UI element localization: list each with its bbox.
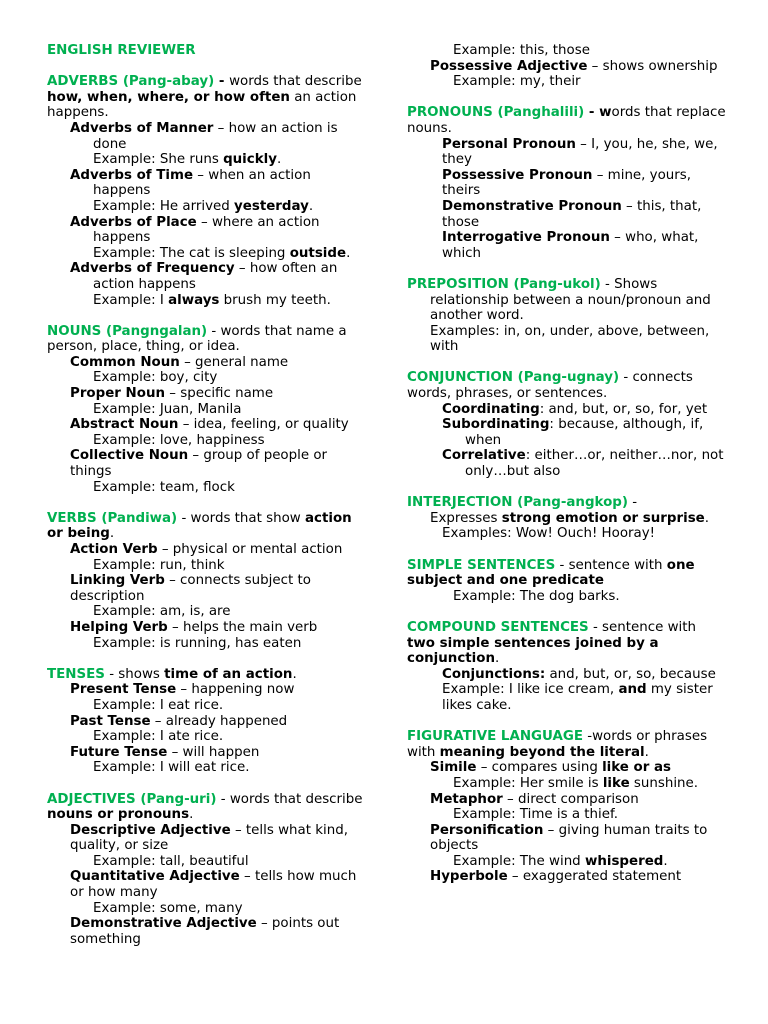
adjectives-demonstrative-example: Example: this, those: [453, 43, 590, 58]
adjectives-descriptive: Descriptive Adjective – tells what kind, quality, or size: [70, 822, 348, 854]
left-column: [47, 43, 367, 947]
nouns-abstract-example: Example: love, happiness: [93, 432, 265, 448]
tenses-future: Future Tense – will happen: [70, 744, 260, 760]
adverbs-frequency: Adverbs of Frequency – how often an action happens: [70, 261, 338, 292]
simple-intro: SIMPLE SENTENCES - sentence with one subject and one predicate: [407, 557, 695, 589]
tenses-intro: TENSES - shows time of an action.: [47, 666, 297, 682]
simple-example: Example: The dog barks.: [453, 588, 620, 604]
section-verbs: [47, 511, 367, 651]
section-tenses: [47, 667, 367, 776]
verbs-intro: VERBS (Pandiwa) - words that show action or being.: [47, 510, 352, 542]
adverbs-frequency-example: Example: I always brush my teeth.: [93, 292, 331, 308]
adverbs-place: Adverbs of Place – where an action happens: [70, 214, 320, 246]
verbs-linking-example: Example: am, is, are: [93, 604, 231, 620]
tenses-past: Past Tense – already happened: [70, 713, 288, 729]
figurative-simile: Simile – compares using like or as: [430, 760, 672, 776]
figurative-metaphor-example: Example: Time is a thief.: [453, 807, 618, 823]
pronouns-possessive: Possessive Pronoun – mine, yours, theirs: [442, 167, 692, 199]
section-adverbs: [47, 74, 367, 308]
adverbs-place-example: Example: The cat is sleeping outside.: [93, 245, 351, 261]
interjection-desc: Expresses strong emotion or surprise.: [430, 510, 710, 526]
section-nouns: [47, 324, 367, 496]
simple-heading: SIMPLE SENTENCES: [407, 557, 556, 573]
section-conjunction: [407, 370, 727, 479]
interjection-intro: INTERJECTION (Pang-angkop) -: [407, 495, 638, 511]
right-column: [407, 43, 727, 885]
nouns-intro: NOUNS (Pangngalan) - words that name a person, place, thing, or idea.: [47, 323, 347, 355]
nouns-proper: Proper Noun – specific name: [70, 386, 274, 402]
nouns-collective: Collective Noun – group of people or things: [70, 448, 328, 480]
tenses-present: Present Tense – happening now: [70, 682, 295, 698]
verbs-action-example: Example: run, think: [93, 557, 225, 573]
pronouns-interrogative: Interrogative Pronoun – who, what, which: [442, 230, 699, 261]
nouns-common: Common Noun – general name: [70, 354, 289, 370]
adjectives-demonstrative: Demonstrative Adjective – points out something: [70, 916, 340, 947]
figurative-hyperbole: Hyperbole – exaggerated statement: [430, 869, 682, 885]
pronouns-intro: PRONOUNS (Panghalili) - words that replace nouns.: [407, 105, 726, 136]
verbs-helping: Helping Verb – helps the main verb: [70, 619, 318, 635]
preposition-heading: PREPOSITION (Pang-ukol): [407, 276, 601, 292]
adjectives-quantitative: Quantitative Adjective – tells how much or how many: [70, 869, 357, 901]
conjunction-coordinating: Coordinating: and, but, or, so, for, yet: [442, 401, 708, 417]
figurative-personification: Personification – giving human traits to objects: [430, 822, 708, 854]
document-title: [47, 43, 367, 59]
pronouns-demonstrative: Demonstrative Pronoun – this, that, those: [442, 198, 702, 230]
section-compound-sentences: [407, 620, 727, 714]
conjunction-correlative: Correlative: either…or, neither…nor, not only…but also: [442, 448, 724, 480]
section-interjection: [407, 495, 727, 542]
adverbs-intro: ADVERBS (Pang-abay) - words that describe how, when, where, or how often an action happens.: [47, 74, 362, 121]
pronouns-personal: Personal Pronoun – I, you, he, she, we, they: [442, 136, 718, 168]
figurative-personification-example: Example: The wind whispered.: [453, 853, 668, 869]
interjection-examples: Examples: Wow! Ouch! Hooray!: [442, 526, 656, 542]
figurative-heading: FIGURATIVE LANGUAGE: [407, 729, 583, 745]
adjectives-heading: ADJECTIVES (Pang-uri): [47, 791, 217, 807]
adverbs-time: Adverbs of Time – when an action happens: [70, 167, 311, 199]
compound-conjunctions: Conjunctions: and, but, or, so, because: [442, 666, 716, 682]
section-adjectives-continued: [407, 43, 727, 90]
verbs-heading: VERBS (Pandiwa): [47, 510, 178, 526]
figurative-intro: FIGURATIVE LANGUAGE -words or phrases with meaning beyond the literal.: [407, 729, 708, 760]
adjectives-quantitative-example: Example: some, many: [93, 900, 243, 916]
verbs-linking: Linking Verb – connects subject to description: [70, 573, 311, 604]
pronouns-heading: PRONOUNS (Panghalili): [407, 105, 585, 121]
verbs-helping-example: Example: is running, has eaten: [93, 635, 302, 651]
tenses-past-example: Example: I ate rice.: [93, 729, 224, 745]
section-preposition: [407, 277, 727, 355]
adjectives-possessive-example: Example: my, their: [453, 74, 581, 90]
figurative-simile-example: Example: Her smile is like sunshine.: [453, 775, 699, 791]
adverbs-time-example: Example: He arrived yesterday.: [93, 198, 314, 214]
adverbs-heading: ADVERBS (Pang-abay): [47, 74, 215, 90]
compound-intro: COMPOUND SENTENCES - sentence with two simple sentences joined by a conjunction.: [407, 619, 696, 667]
figurative-metaphor: Metaphor – direct comparison: [430, 791, 639, 807]
tenses-heading: TENSES: [47, 666, 105, 682]
adjectives-descriptive-example: Example: tall, beautiful: [93, 853, 249, 869]
adjectives-intro: ADJECTIVES (Pang-uri) - words that describe nouns or pronouns.: [47, 791, 363, 823]
compound-heading: COMPOUND SENTENCES: [407, 619, 589, 635]
tenses-future-example: Example: I will eat rice.: [93, 760, 250, 776]
conjunction-intro: CONJUNCTION (Pang-ugnay) - connects words, phrases, or sentences.: [407, 370, 693, 402]
nouns-proper-example: Example: Juan, Manila: [93, 401, 242, 417]
title-text: ENGLISH REVIEWER: [47, 43, 196, 58]
nouns-abstract: Abstract Noun – idea, feeling, or quality: [70, 417, 349, 433]
conjunction-heading: CONJUNCTION (Pang-ugnay): [407, 370, 620, 386]
compound-example: Example: I like ice cream, and my sister likes cake.: [442, 682, 713, 713]
interjection-heading: INTERJECTION (Pang-angkop): [407, 495, 628, 511]
nouns-heading: NOUNS (Pangngalan): [47, 323, 208, 339]
conjunction-subordinating: Subordinating: because, although, if, when: [442, 417, 704, 448]
nouns-collective-example: Example: team, flock: [93, 479, 235, 495]
adverbs-manner-example: Example: She runs quickly.: [93, 152, 282, 168]
verbs-action: Action Verb – physical or mental action: [70, 542, 343, 557]
nouns-common-example: Example: boy, city: [93, 370, 218, 386]
preposition-examples: Examples: in, on, under, above, between, with: [430, 323, 710, 355]
section-adjectives: [47, 792, 367, 948]
section-pronouns: [407, 105, 727, 261]
adverbs-manner: Adverbs of Manner – how an action is done: [70, 120, 338, 152]
section-simple-sentences: [407, 558, 727, 605]
adjectives-possessive: Possessive Adjective – shows ownership: [430, 58, 718, 74]
tenses-present-example: Example: I eat rice.: [93, 697, 224, 713]
section-figurative-language: [407, 729, 727, 885]
preposition-intro: PREPOSITION (Pang-ukol) - Shows relationship between a noun/pronoun and another word.: [407, 276, 711, 324]
